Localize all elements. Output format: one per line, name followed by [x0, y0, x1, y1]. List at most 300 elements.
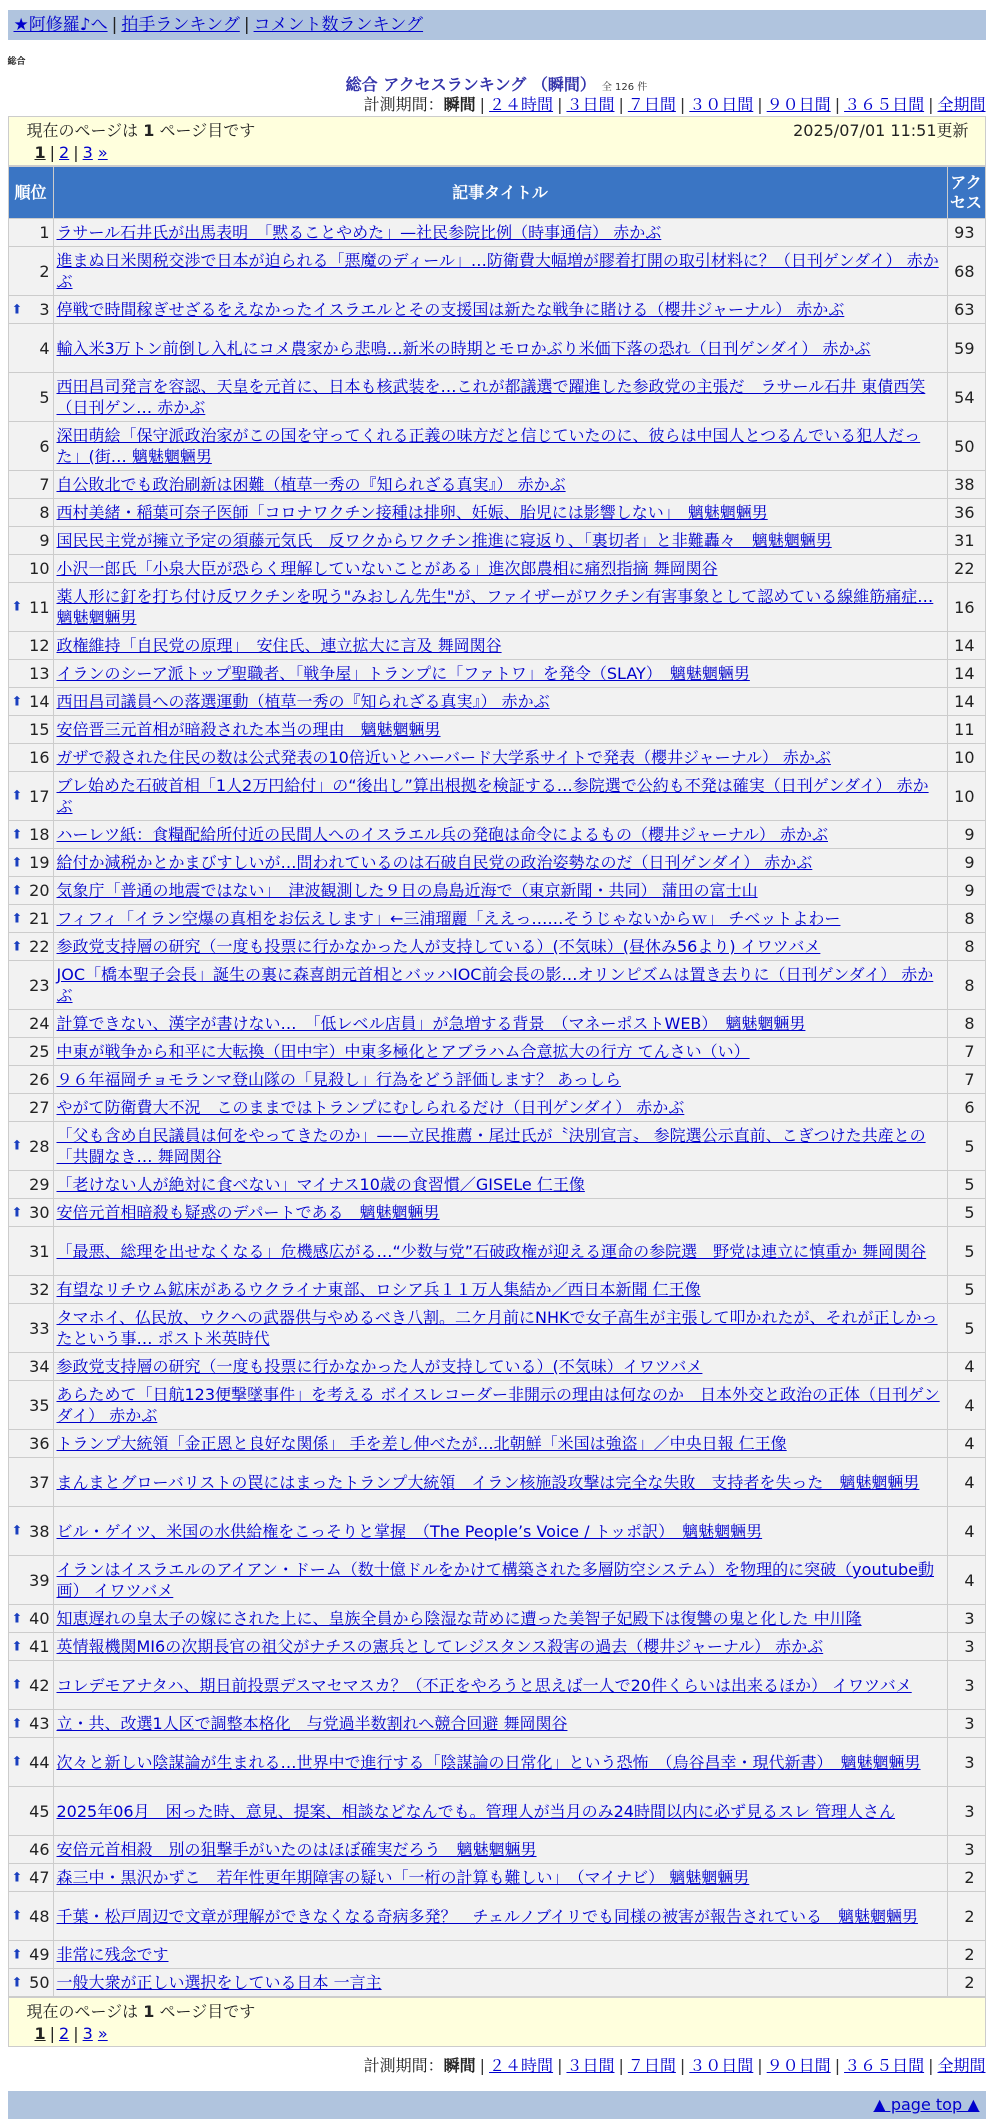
article-link[interactable]: 森三中・黒沢かずこ 若年性更年期障害の疑い「一桁の計算も難しい」 （マイナビ） 魑魅魍魎男 — [56, 1868, 750, 1887]
access-count: 4 — [947, 1381, 985, 1430]
access-count: 59 — [947, 324, 985, 373]
article-link[interactable]: 給付か減税かとかまびすしいが…問われているのは石破自民党の政治姿勢なのだ（日刊ゲンダイ） 赤かぶ — [56, 853, 813, 872]
period-link[interactable]: ３６５日間 — [844, 95, 925, 114]
table-row — [8, 716, 985, 744]
rank-number: 12 — [29, 636, 50, 655]
rank-up-arrow-icon: ⬆ — [11, 939, 23, 954]
table-header-row — [8, 167, 985, 219]
table-row — [8, 821, 985, 849]
rank-up-arrow-icon: ⬆ — [11, 302, 23, 317]
next-page-link[interactable]: » — [97, 2024, 108, 2043]
access-count: 8 — [947, 1010, 985, 1038]
rank-up-arrow-icon: ⬆ — [11, 1754, 23, 1770]
table-row — [8, 1941, 985, 1969]
period-separator: | — [834, 2056, 841, 2075]
rank-header: 順位 — [8, 167, 53, 219]
rank-number: 14 — [29, 692, 50, 711]
period-link[interactable]: ９０日間 — [766, 2056, 831, 2075]
title-cell — [53, 1556, 947, 1605]
table-row — [8, 1010, 985, 1038]
article-link[interactable]: 西村美緒・稲葉可奈子医師「コロナワクチン接種は排卵、妊娠、胎児には影響しない」 魑魅魍魎男 — [56, 503, 768, 522]
access-count: 2 — [947, 1864, 985, 1892]
rank-number: 33 — [29, 1318, 50, 1338]
rank-cell — [8, 1353, 53, 1381]
rank-number: 9 — [39, 531, 50, 550]
article-link[interactable]: 非常に残念です — [56, 1945, 169, 1964]
page-separator: | — [49, 2024, 56, 2043]
rank-number: 38 — [29, 1521, 50, 1541]
title-cell — [53, 849, 947, 877]
article-link[interactable]: 有望なリチウム鉱床があるウクライナ東部、ロシア兵１１万人集結か／西日本新聞 仁王像 — [56, 1280, 701, 1299]
rank-up-arrow-icon: ⬆ — [11, 1523, 23, 1539]
access-count: 3 — [947, 1661, 985, 1710]
period-link[interactable]: ３日間 — [566, 2056, 615, 2075]
period-link[interactable]: 全期間 — [937, 2056, 986, 2075]
rank-up-arrow-icon: ⬆ — [11, 1205, 23, 1220]
current-page-text — [27, 2001, 256, 2023]
table-row — [8, 1276, 985, 1304]
rank-cell — [8, 961, 53, 1010]
rank-number: 39 — [29, 1570, 50, 1590]
nav-separator: | — [111, 15, 118, 35]
period-link[interactable]: ３０日間 — [689, 95, 754, 114]
rank-cell — [8, 933, 53, 961]
access-count: 10 — [947, 744, 985, 772]
access-count: 14 — [947, 632, 985, 660]
period-label: 計測期間： — [363, 95, 444, 114]
access-count: 14 — [947, 688, 985, 716]
rank-cell — [8, 1066, 53, 1094]
rank-cell — [8, 1864, 53, 1892]
access-count: 5 — [947, 1171, 985, 1199]
article-link[interactable]: 英情報機関MI6の次期長官の祖父がナチスの憲兵としてレジスタンス殺害の過去（櫻井ジャーナル） 赤かぶ — [56, 1637, 824, 1656]
rank-number: 25 — [29, 1042, 50, 1061]
period-link[interactable]: ３６５日間 — [844, 2056, 925, 2075]
table-row — [8, 933, 985, 961]
page-current: 1 — [34, 143, 46, 162]
article-link[interactable]: ハーレツ紙：食糧配給所付近の民間人へのイスラエル兵の発砲は命令によるもの（櫻井ジャーナル） 赤かぶ — [56, 825, 828, 844]
table-row — [8, 961, 985, 1010]
ranking-table — [8, 166, 986, 1997]
table-row — [8, 1304, 985, 1353]
clap-ranking-link[interactable]: 拍手ランキング — [121, 15, 240, 35]
article-link[interactable]: 薬人形に釘を打ち付け反ワクチンを呪う"みおしん先生"が、ファイザーがワクチン有害事象として認めている線維筋痛症… 魑魅魍魎男 — [56, 587, 934, 627]
table-row — [8, 1171, 985, 1199]
rank-number: 30 — [29, 1203, 50, 1222]
ranking-count: 全 126 件 — [601, 82, 648, 93]
title-cell — [53, 1304, 947, 1353]
rank-number: 50 — [29, 1973, 50, 1992]
period-separator: | — [757, 95, 763, 114]
rank-cell — [8, 849, 53, 877]
pager-status-row — [27, 120, 969, 142]
title-cell — [53, 324, 947, 373]
access-count: 8 — [947, 961, 985, 1010]
table-row — [8, 1969, 985, 1997]
access-count: 8 — [947, 905, 985, 933]
article-link[interactable]: ガザで殺された住民の数は公式発表の10倍近いとハーバード大学系サイトで発表（櫻井ジャーナル） 赤かぶ — [56, 748, 831, 767]
rank-number: 3 — [39, 300, 50, 319]
rank-number: 34 — [29, 1357, 50, 1376]
rank-up-arrow-icon: ⬆ — [11, 1947, 23, 1962]
rank-number: 13 — [29, 664, 50, 683]
period-separator: | — [557, 2056, 563, 2075]
article-link[interactable]: 計算できない、漢字が書けない… 「低レベル店員」が急増する背景 （マネーポストWEB） 魑魅魍魎男 — [56, 1014, 806, 1033]
rank-number: 40 — [29, 1609, 50, 1628]
article-link[interactable]: JOC「橋本聖子会長」誕生の裏に森喜朗元首相とバッハIOC前会長の影…オリンピズムは置き去りに（日刊ゲンダイ） 赤かぶ — [56, 965, 934, 1005]
period-separator: | — [618, 2056, 624, 2075]
rank-cell — [8, 1969, 53, 1997]
rank-number: 29 — [29, 1175, 50, 1194]
access-count: 9 — [947, 849, 985, 877]
title-cell — [53, 961, 947, 1010]
rank-cell — [8, 772, 53, 821]
access-count: 5 — [947, 1304, 985, 1353]
article-link[interactable]: タマホイ、仏民放、ウクへの武器供与やめるべき八割。二ケ月前にNHKで女子高生が主張して叩かれたが、それが正しかったという事… ポスト米英時代 — [56, 1308, 938, 1348]
access-count: 3 — [947, 1605, 985, 1633]
article-link[interactable]: あらためて「日航123便撃墜事件」を考える ボイスレコーダー非開示の理由は何なのか 日本外交と政治の正体（日刊ゲンダイ） 赤かぶ — [56, 1385, 940, 1425]
rank-number: 11 — [29, 597, 50, 617]
article-link[interactable]: 小沢一郎氏「小泉大臣が恐らく理解していないことがある」進次郎農相に痛烈指摘 舞岡関谷 — [56, 559, 718, 578]
rank-cell — [8, 422, 53, 471]
title-header: 記事タイトル — [53, 167, 947, 219]
period-link[interactable]: ３０日間 — [689, 2056, 754, 2075]
table-row — [8, 324, 985, 373]
rank-cell — [8, 247, 53, 296]
article-link[interactable]: 「父も含め自民議員は何をやってきたのか」——立民推薦・尾辻氏が〝決別宣言〟 参院選公示直前、こぎつけた共産との「共闘なき… 舞岡関谷 — [56, 1126, 926, 1166]
rank-number: 5 — [39, 387, 50, 407]
title-cell — [53, 1381, 947, 1430]
article-link[interactable]: 中東が戦争から和平に大転換（田中宇）中東多極化とアブラハム合意拡大の行方 てんさい（い） — [56, 1042, 750, 1061]
period-link[interactable]: ３日間 — [566, 95, 615, 114]
title-cell — [53, 1864, 947, 1892]
rank-number: 36 — [29, 1434, 50, 1453]
article-link[interactable]: 参政党支持層の研究（一度も投票に行かなかった人が支持している）(不気味）(昼休み56より) イワツバメ — [56, 937, 821, 956]
access-count: 2 — [947, 1892, 985, 1941]
access-count: 10 — [947, 772, 985, 821]
title-cell — [53, 527, 947, 555]
pager-status-row — [27, 2001, 969, 2023]
rank-cell — [8, 219, 53, 247]
article-link[interactable]: 西田昌司議員への落選運動（植草一秀の『知られざる真実』） 赤かぶ — [56, 692, 550, 711]
rank-cell — [8, 1276, 53, 1304]
rank-number: 31 — [29, 1241, 50, 1261]
article-link[interactable]: 輸入米3万トン前倒し入札にコメ農家から悲鳴…新米の時期とモロかぶり米価下落の恐れ（日刊ゲンダイ） 赤かぶ — [56, 338, 871, 358]
article-link[interactable]: 自公敗北でも政治刷新は困難（植草一秀の『知られざる真実』） 赤かぶ — [56, 475, 566, 494]
article-link[interactable]: 安倍元首相殺 別の狙撃手がいたのはほぼ確実だろう 魑魅魍魎男 — [56, 1840, 537, 1859]
article-link[interactable]: 2025年06月 困った時、意見、提案、相談などなんでも。管理人が当月のみ24時間以内に必ず見るスレ 管理人さん — [56, 1801, 896, 1821]
rank-number: 6 — [39, 436, 50, 456]
article-link[interactable]: ビル・ゲイツ、米国の水供給権をこっそりと掌握 （The People’s Voice / トッポ訳） 魑魅魍魎男 — [56, 1521, 763, 1541]
rank-cell — [8, 744, 53, 772]
article-link[interactable]: ラサール石井氏が出馬表明 「黙ることやめた」—社民参院比例（時事通信） 赤かぶ — [56, 223, 662, 242]
rank-cell — [8, 1633, 53, 1661]
title-cell — [53, 1836, 947, 1864]
rank-number: 27 — [29, 1098, 50, 1117]
rank-cell — [8, 660, 53, 688]
title-cell — [53, 1122, 947, 1171]
article-link[interactable]: 次々と新しい陰謀論が生まれる…世界中で進行する「陰謀論の日常化」という恐怖 （烏谷昌幸・現代新書） 魑魅魍魎男 — [56, 1752, 921, 1772]
period-separator: | — [557, 95, 563, 114]
article-link[interactable]: 気象庁「普通の地震ではない」 津波観測した９日の鳥島近海で（東京新聞・共同） 蒲田の富士山 — [56, 881, 758, 900]
article-link[interactable]: まんまとグローバリストの罠にはまったトランプ大統領 イラン核施設攻撃は完全な失敗 支持者を失った 魑魅魍魎男 — [56, 1472, 920, 1492]
article-link[interactable]: 「老けない人が絶対に食べない」マイナス10歳の食習慣／GISELe 仁王像 — [56, 1175, 585, 1194]
rank-cell — [8, 1381, 53, 1430]
access-count: 8 — [947, 933, 985, 961]
article-link[interactable]: トランプ大統領「金正恩と良好な関係」 手を差し伸べたが…北朝鮮「米国は強盗」／中央日報 仁王像 — [56, 1434, 787, 1453]
rank-up-arrow-icon: ⬆ — [11, 1975, 23, 1990]
title-cell — [53, 1171, 947, 1199]
rank-up-arrow-icon: ⬆ — [11, 827, 23, 842]
article-link[interactable]: 安倍元首相暗殺も疑惑のデパートである 魑魅魍魎男 — [56, 1203, 440, 1222]
table-row — [8, 772, 985, 821]
page-current: 1 — [34, 2024, 46, 2043]
rank-up-arrow-icon: ⬆ — [11, 599, 23, 615]
rank-cell — [8, 1227, 53, 1276]
article-link[interactable]: 進まぬ日米関税交渉で日本が迫られる「悪魔のディール」…防衛費大幅増が膠着打開の取引材料に？（日刊ゲンダイ） 赤かぶ — [56, 251, 939, 291]
article-link[interactable]: 千葉・松戸周辺で文章が理解ができなくなる奇病多発？ チェルノブイリでも同様の被害が報告されている 魑魅魍魎男 — [56, 1906, 918, 1926]
rank-up-arrow-icon: ⬆ — [11, 1138, 23, 1154]
table-row — [8, 1787, 985, 1836]
access-count: 4 — [947, 1458, 985, 1507]
page-top-bar — [8, 2091, 986, 2119]
table-row — [8, 1066, 985, 1094]
access-count: 5 — [947, 1227, 985, 1276]
access-count: 2 — [947, 1969, 985, 1997]
category-label: 総合 — [7, 57, 26, 67]
access-count: 16 — [947, 583, 985, 632]
rank-cell — [8, 527, 53, 555]
access-count: 14 — [947, 660, 985, 688]
page-link[interactable]: 3 — [82, 143, 93, 162]
title-cell — [53, 660, 947, 688]
rank-number: 47 — [29, 1868, 50, 1887]
title-cell — [53, 499, 947, 527]
nav-separator: | — [243, 15, 250, 35]
title-cell — [53, 1969, 947, 1997]
rank-number: 24 — [29, 1014, 50, 1033]
period-link[interactable]: 全期間 — [937, 95, 986, 114]
title-cell — [53, 1710, 947, 1738]
article-link[interactable]: やがて防衛費大不況 このままではトランプにむしられるだけ（日刊ゲンダイ） 赤かぶ — [56, 1098, 685, 1117]
table-row — [8, 499, 985, 527]
table-row — [8, 1430, 985, 1458]
rank-cell — [8, 296, 53, 324]
rank-up-arrow-icon: ⬆ — [11, 788, 23, 804]
table-row — [8, 1864, 985, 1892]
period-link[interactable]: ７日間 — [627, 2056, 676, 2075]
rank-cell — [8, 583, 53, 632]
page-link[interactable]: 2 — [59, 2024, 70, 2043]
page-links — [27, 2023, 969, 2045]
article-link[interactable]: 参政党支持層の研究（一度も投票に行かなかった人が支持している）(不気味）イワツバメ — [56, 1357, 703, 1376]
title-cell — [53, 933, 947, 961]
title-cell — [53, 1892, 947, 1941]
access-count: 7 — [947, 1038, 985, 1066]
rank-cell — [8, 1836, 53, 1864]
period-separator: | — [679, 2056, 686, 2075]
article-link[interactable]: ブレ始めた石破首相「1人2万円給付」の“後出し”算出根拠を検証する…参院選で公約も不発は確実（日刊ゲンダイ） 赤かぶ — [56, 776, 929, 816]
access-count: 6 — [947, 1094, 985, 1122]
title-cell — [53, 1787, 947, 1836]
article-link[interactable]: 立・共、改選1人区で調整本格化 与党過半数割れへ競合回避 舞岡関谷 — [56, 1714, 568, 1733]
title-cell — [53, 688, 947, 716]
rank-cell — [8, 373, 53, 422]
rank-cell — [8, 1199, 53, 1227]
table-row — [8, 1458, 985, 1507]
rank-number: 23 — [29, 975, 50, 995]
period-current: 瞬間 — [443, 2056, 476, 2075]
title-cell — [53, 1353, 947, 1381]
table-row — [8, 1710, 985, 1738]
page-separator: | — [73, 143, 79, 162]
article-link[interactable]: 一般大衆が正しい選択をしている日本 一言主 — [56, 1973, 382, 1992]
title-cell — [53, 1010, 947, 1038]
table-row — [8, 1381, 985, 1430]
access-count: 4 — [947, 1507, 985, 1556]
rank-cell — [8, 1458, 53, 1507]
access-count: 11 — [947, 716, 985, 744]
period-separator: | — [757, 2056, 763, 2075]
period-current: 瞬間 — [443, 95, 476, 114]
article-link[interactable]: 深田萌絵「保守派政治家がこの国を守ってくれる正義の味方だと信じていたのに、彼らは中国人とつるんでいる犯人だった」(街… 魑魅魍魎男 — [56, 426, 921, 466]
rank-cell — [8, 1605, 53, 1633]
current-page-number: 1 — [143, 2002, 155, 2021]
article-link[interactable]: イランはイスラエルのアイアン・ドーム（数十億ドルをかけて構築された多層防空システム）を物理的に突破（youtube動画） イワツバメ — [56, 1560, 934, 1600]
period-label: 計測期間： — [363, 2056, 444, 2075]
title-cell — [53, 1507, 947, 1556]
current-page-suffix: ページ目です — [159, 2002, 256, 2021]
article-link[interactable]: 安倍晋三元首相が暗殺された本当の理由 魑魅魍魎男 — [56, 720, 441, 739]
title-cell — [53, 632, 947, 660]
page-top-link[interactable]: ▲ page top ▲ — [873, 2095, 980, 2114]
rank-number: 8 — [39, 503, 50, 522]
current-page-prefix: 現在のページは — [26, 121, 139, 140]
access-count: 36 — [947, 499, 985, 527]
table-row — [8, 296, 985, 324]
period-selector-top — [8, 94, 986, 116]
rank-cell — [8, 821, 53, 849]
rank-up-arrow-icon: ⬆ — [11, 1677, 23, 1693]
rank-cell — [8, 1094, 53, 1122]
page-link[interactable]: 3 — [82, 2024, 93, 2043]
rank-number: 20 — [29, 881, 50, 900]
rank-cell — [8, 1430, 53, 1458]
access-count: 9 — [947, 821, 985, 849]
table-row — [8, 555, 985, 583]
table-row — [8, 905, 985, 933]
ranking-title — [8, 72, 986, 92]
rank-number: 19 — [29, 853, 50, 872]
article-link[interactable]: 「最悪、総理を出せなくなる」危機感広がる…“少数与党”石破政権が迎える運命の参院選 野党は連立に慎重か 舞岡関谷 — [56, 1241, 927, 1261]
rank-number: 22 — [29, 937, 50, 956]
period-separator: | — [679, 95, 686, 114]
rank-cell — [8, 1304, 53, 1353]
rank-number: 37 — [29, 1472, 50, 1492]
rank-cell — [8, 905, 53, 933]
rank-up-arrow-icon: ⬆ — [11, 911, 23, 926]
article-link[interactable]: フィフィ「イラン空爆の真相をお伝えします」←三浦瑠麗「ええっ……そうじゃないからｗ」 チベットよわー — [56, 909, 841, 928]
rank-number: 35 — [29, 1395, 50, 1415]
period-link[interactable]: ２４時間 — [489, 95, 554, 114]
table-row — [8, 1353, 985, 1381]
period-link[interactable]: ９０日間 — [766, 95, 831, 114]
rank-up-arrow-icon: ⬆ — [11, 1611, 23, 1626]
updated-timestamp: 2025/07/01 11:51更新 — [793, 121, 969, 140]
period-link[interactable]: ２４時間 — [489, 2056, 554, 2075]
article-link[interactable]: 政権維持「自民党の原理」 安住氏、連立拡大に言及 舞岡関谷 — [56, 636, 502, 655]
title-cell — [53, 471, 947, 499]
rank-number: 42 — [29, 1675, 50, 1695]
access-count: 63 — [947, 296, 985, 324]
title-cell — [53, 1661, 947, 1710]
rank-cell — [8, 632, 53, 660]
title-cell — [53, 422, 947, 471]
table-row — [8, 1227, 985, 1276]
rank-up-arrow-icon: ⬆ — [11, 1639, 23, 1654]
rank-number: 18 — [29, 825, 50, 844]
rank-cell — [8, 1892, 53, 1941]
table-row — [8, 688, 985, 716]
rank-cell — [8, 1661, 53, 1710]
rank-number: 16 — [29, 748, 50, 767]
article-link[interactable]: 国民民主党が擁立予定の須藤元気氏 反ワクからワクチン推進に寝返り、「裏切者」と非難轟々 魑魅魍魎男 — [56, 531, 832, 550]
page-separator: | — [73, 2024, 79, 2043]
period-separator: | — [479, 2056, 486, 2075]
access-count: 5 — [947, 1276, 985, 1304]
article-link[interactable]: 知恵遅れの皇太子の嫁にされた上に、皇族全員から陰湿な苛めに遭った美智子妃殿下は復讐の鬼と化した 中川隆 — [56, 1609, 862, 1628]
article-link[interactable]: 停戦で時間稼ぎせざるをえなかったイスラエルとその支援国は新たな戦争に賭ける（櫻井ジャーナル） 赤かぶ — [56, 300, 845, 319]
table-row — [8, 247, 985, 296]
page-link[interactable]: 2 — [59, 143, 70, 162]
page-links — [27, 142, 969, 164]
next-page-link[interactable]: » — [97, 143, 108, 162]
rank-number: 32 — [29, 1280, 50, 1299]
page-separator: | — [49, 143, 56, 162]
period-separator: | — [618, 95, 624, 114]
article-link[interactable]: イランのシーア派トップ聖職者、「戦争屋」トランプに「ファトワ」を発令（SLAY） 魑魅魍魎男 — [56, 664, 750, 683]
rank-cell — [8, 716, 53, 744]
access-count: 3 — [947, 1787, 985, 1836]
table-row — [8, 660, 985, 688]
table-row — [8, 849, 985, 877]
table-row — [8, 219, 985, 247]
table-row — [8, 1738, 985, 1787]
table-row — [8, 1038, 985, 1066]
period-link[interactable]: ７日間 — [627, 95, 676, 114]
comment-ranking-link[interactable]: コメント数ランキング — [253, 15, 424, 35]
article-link[interactable]: コレデモアナタハ、期日前投票デスマセマスカ？（不正をやろうと思えば一人で20件くらいは出来るほか） イワツバメ — [56, 1675, 912, 1695]
title-cell — [53, 877, 947, 905]
rank-cell — [8, 555, 53, 583]
table-row — [8, 877, 985, 905]
title-cell — [53, 772, 947, 821]
table-row — [8, 1836, 985, 1864]
article-link[interactable]: 西田昌司発言を容認、天皇を元首に、日本も核武装を…これが都議選で躍進した参政党の主張だ ラサール石井 東債西笑（日刊ゲン… 赤かぶ — [56, 377, 926, 417]
rank-number: 15 — [29, 720, 50, 739]
rank-cell — [8, 1941, 53, 1969]
table-row — [8, 1661, 985, 1710]
table-row — [8, 632, 985, 660]
rank-cell — [8, 324, 53, 373]
rank-number: 44 — [29, 1752, 50, 1772]
title-cell — [53, 716, 947, 744]
rank-number: 49 — [29, 1945, 50, 1964]
home-link[interactable]: ★阿修羅♪へ — [13, 15, 108, 35]
rank-up-arrow-icon: ⬆ — [11, 1870, 23, 1885]
article-link[interactable]: ９６年福岡チョモランマ登山隊の「見殺し」行為をどう評価します？ あっしら — [56, 1070, 621, 1089]
title-cell — [53, 219, 947, 247]
